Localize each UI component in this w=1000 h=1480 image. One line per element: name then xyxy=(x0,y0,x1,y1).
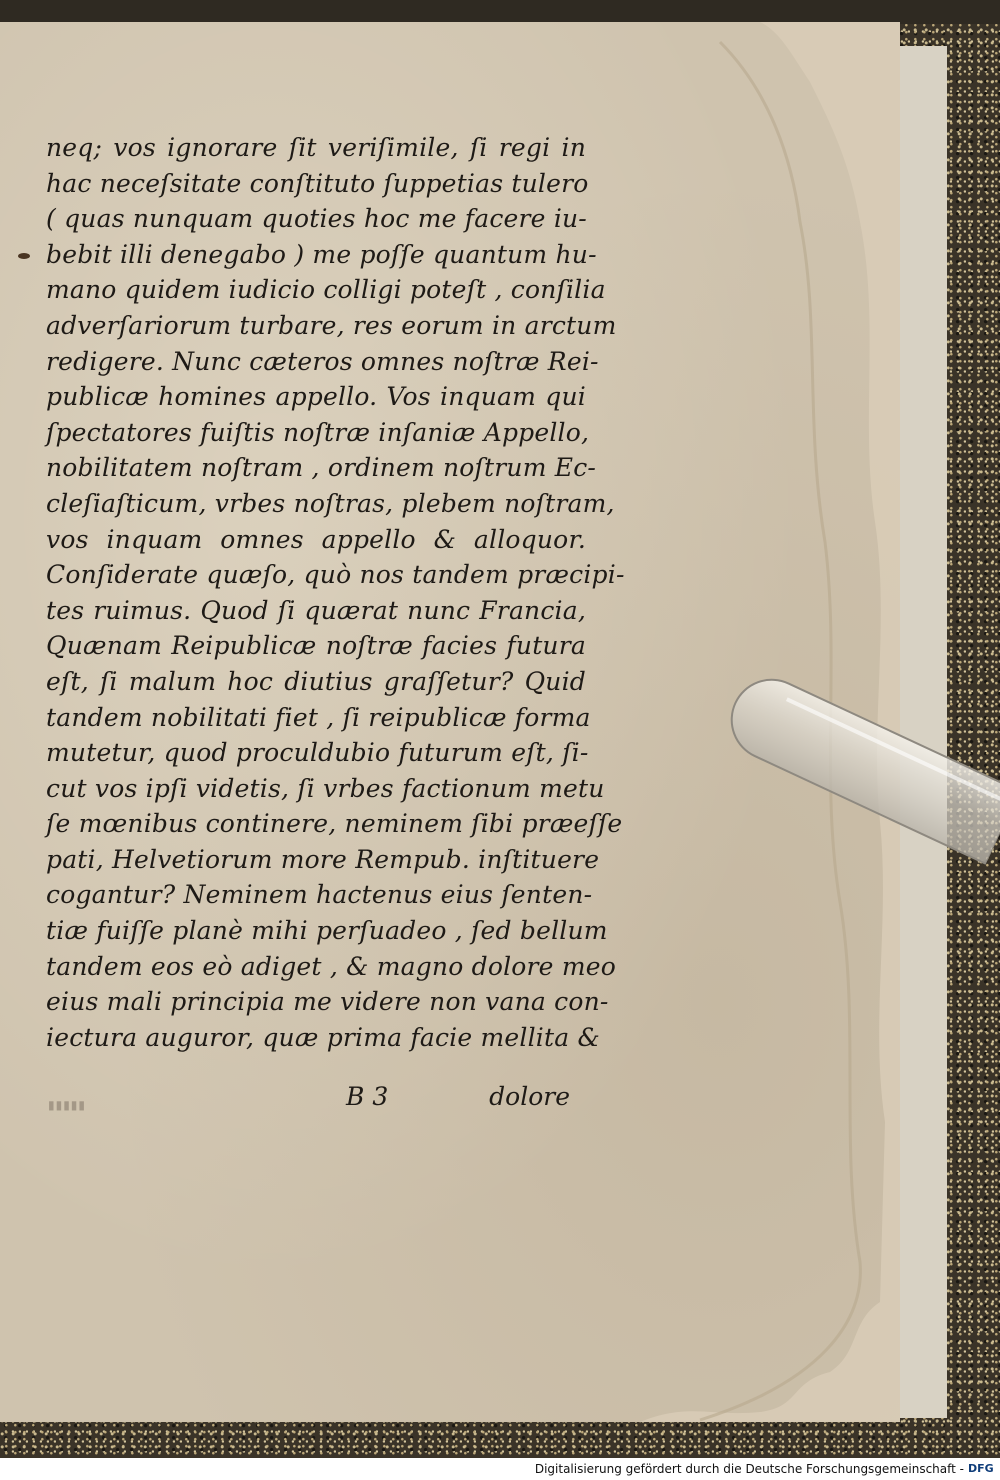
text-line: tandem eos eò adiget , & magno dolore meo xyxy=(46,951,616,981)
text-line: bebit illi denegabo ) me poſſe quantum hu- xyxy=(46,239,597,269)
text-line: mano quidem iudicio colligi poteſt , conſilia xyxy=(46,275,606,305)
text-line: ſe mœnibus continere, neminem ſibi præeſſe xyxy=(46,809,623,839)
digitization-credit-bar xyxy=(0,1458,1000,1480)
board-top-edge xyxy=(0,0,1000,24)
text-line: eſt, ſi malum hoc diutius graſſetur? Quid xyxy=(46,666,586,696)
text-line: adverſariorum turbare, res eorum in arctum xyxy=(46,310,617,340)
text-line: pati, Helvetiorum more Rempub. inſtituere xyxy=(46,844,600,874)
text-line: nobilitatem noſtram , ordinem noſtrum Ec- xyxy=(46,453,597,483)
text-line: Conſiderate quæſo, quò nos tandem præcipi- xyxy=(46,560,625,590)
text-line: mutetur, quod proculdubio futurum eſt, ſi- xyxy=(46,738,589,768)
text-line: cut vos ipſi videtis, ſi vrbes factionum metu xyxy=(46,773,605,803)
text-line: ( quas nunquam quoties hoc me facere iu- xyxy=(46,204,587,234)
text-line: neq; vos ignorare ſit veriſimile, ſi regi in xyxy=(46,133,586,162)
margin-ink-spot xyxy=(18,253,30,259)
text-line: iectura auguror, quæ prima facie mellita & xyxy=(46,1022,600,1052)
text-line: Quænam Reipublicæ noſtræ facies futura xyxy=(46,631,586,661)
text-line: eius mali principia me videre non vana con- xyxy=(46,987,609,1017)
text-line: tandem nobilitati fiet , ſi reipublicæ forma xyxy=(46,702,591,732)
text-line: ſpectatores fuiſtis noſtræ inſaniæ Appello, xyxy=(46,417,590,447)
show-through-mark: ▮▮▮▮▮ xyxy=(48,1098,87,1112)
text-block xyxy=(46,130,625,1055)
text-line: tes ruimus. Quod ſi quærat nunc Francia, xyxy=(46,595,586,625)
credit-text: Digitalisierung gefördert durch die Deutsche Forschungsgemeinschaft - xyxy=(534,1462,964,1476)
text-line: cleſiaſticum, vrbes noſtras, plebem noſtram, xyxy=(46,488,615,518)
text-line: tiæ fuiſſe planè mihi perſuadeo , ſed bellum xyxy=(46,916,608,946)
text-line: cogantur? Neminem hactenus eius ſenten- xyxy=(46,880,593,910)
signature-mark: B 3 xyxy=(346,1082,389,1111)
text-line: hac neceſsitate conſtituto ſuppetias tulero xyxy=(46,168,589,198)
dfg-logo: DFG xyxy=(968,1462,994,1475)
text-line: publicæ homines appello. Vos inquam qui xyxy=(46,382,586,412)
catchword: dolore xyxy=(489,1082,570,1111)
text-line: vos inquam omnes appello & alloquor. xyxy=(46,524,586,554)
text-line: redigere. Nunc cæteros omnes noſtræ Rei- xyxy=(46,346,599,376)
page-footer-line xyxy=(46,1082,586,1118)
